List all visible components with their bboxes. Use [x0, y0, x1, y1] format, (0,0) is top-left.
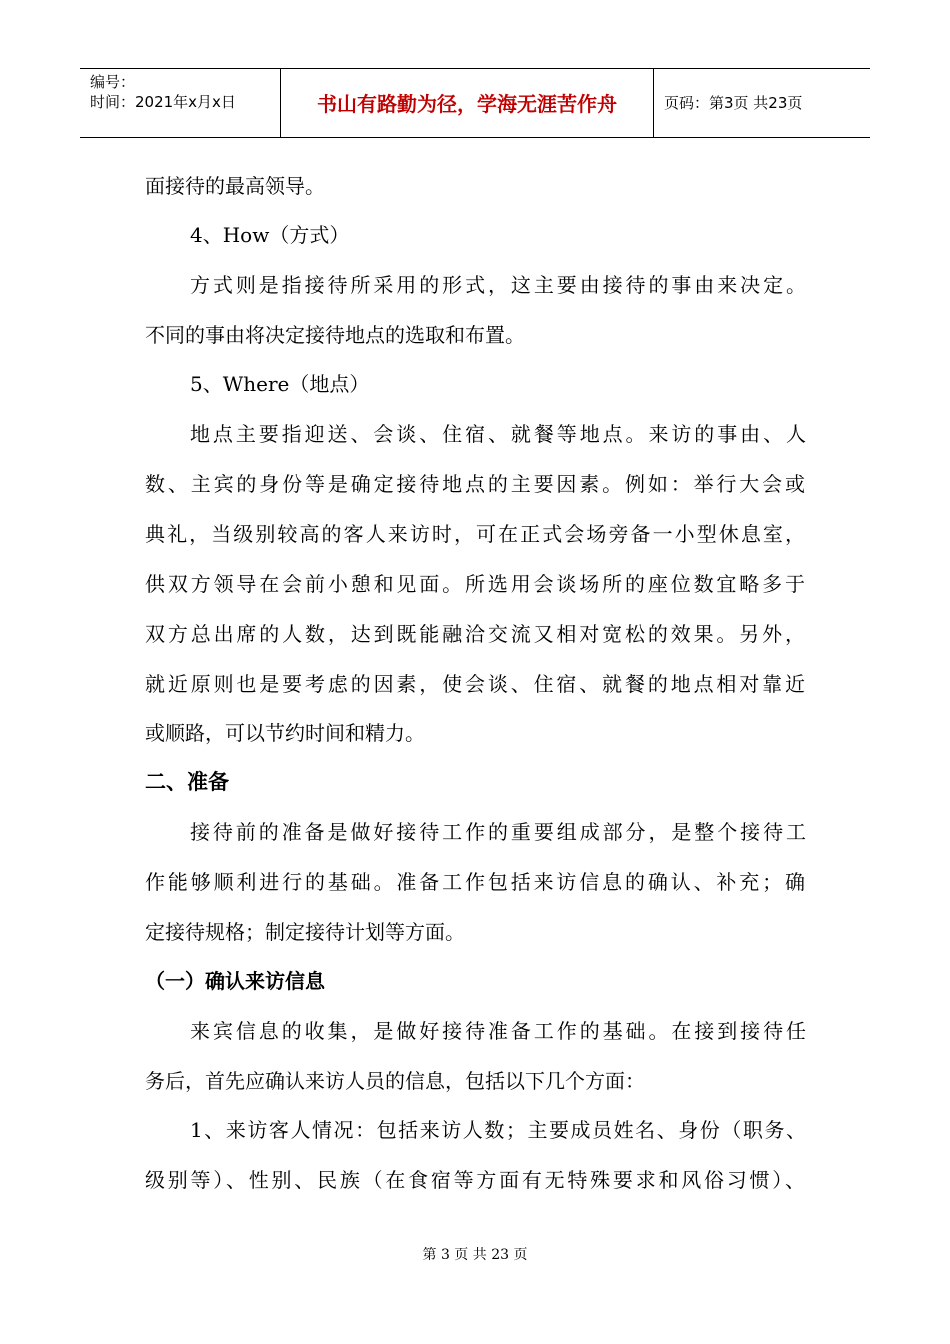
header-page-info: 页码：第3页 共23页 [664, 94, 803, 112]
document-date-label: 时间：2021年x月x日 [90, 93, 236, 111]
page-header [80, 68, 870, 138]
header-meta-cell [80, 69, 281, 137]
body-line: 双方总出席的人数，达到既能融洽交流又相对宽松的效果。另外， [145, 622, 805, 646]
body-line: 地点主要指迎送、会谈、住宿、就餐等地点。来访的事由、人 [190, 422, 806, 446]
body-line: 来宾信息的收集，是做好接待准备工作的基础。在接到接待任 [190, 1019, 806, 1043]
body-line: 务后，首先应确认来访人员的信息，包括以下几个方面： [145, 1069, 645, 1093]
body-line: 作能够顺利进行的基础。准备工作包括来访信息的确认、补充；确 [145, 870, 805, 894]
document-number-label: 编号： [90, 73, 136, 91]
body-line: 方式则是指接待所采用的形式，这主要由接待的事由来决定。 [190, 273, 806, 297]
header-page-cell [654, 69, 870, 137]
body-line: 数、主宾的身份等是确定接待地点的主要因素。例如：举行大会或 [145, 472, 805, 496]
body-line: 不同的事由将决定接待地点的选取和布置。 [145, 323, 525, 347]
body-line: 就近原则也是要考虑的因素，使会谈、住宿、就餐的地点相对靠近 [145, 672, 805, 696]
body-line: 定接待规格；制定接待计划等方面。 [145, 920, 465, 944]
body-line: 1、来访客人情况：包括来访人数；主要成员姓名、身份（职务、 [190, 1118, 806, 1142]
body-line: 5、Where（地点） [190, 372, 370, 396]
header-motto-cell [281, 69, 654, 137]
body-line: 级别等）、性别、民族（在食宿等方面有无特殊要求和风俗习惯）、 [145, 1168, 805, 1192]
body-line: 4、How（方式） [190, 223, 350, 247]
section-heading: 二、准备 [145, 770, 229, 794]
body-line: 接待前的准备是做好接待工作的重要组成部分，是整个接待工 [190, 820, 806, 844]
body-line: 面接待的最高领导。 [145, 174, 325, 198]
body-line: 典礼，当级别较高的客人来访时，可在正式会场旁备一小型休息室， [145, 522, 805, 546]
header-motto: 书山有路勤为径，学海无涯苦作舟 [317, 92, 617, 116]
body-line: 供双方领导在会前小憩和见面。所选用会谈场所的座位数宜略多于 [145, 572, 805, 596]
subsection-heading: （一）确认来访信息 [145, 969, 325, 993]
page-footer: 第 3 页 共 23 页 [422, 1247, 528, 1263]
body-line: 或顺路，可以节约时间和精力。 [145, 721, 425, 745]
